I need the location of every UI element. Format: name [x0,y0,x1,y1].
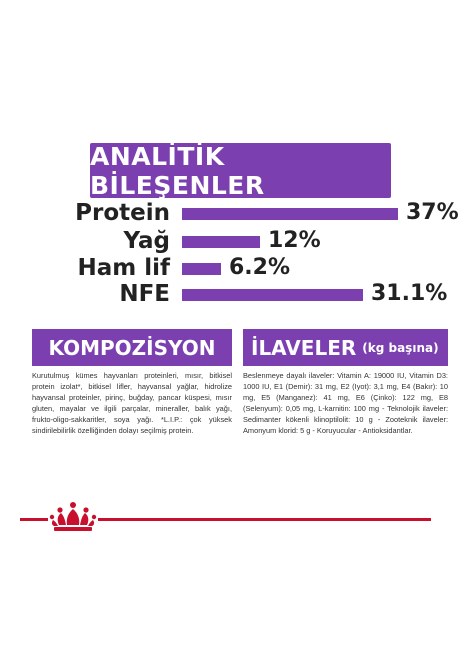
analytics-row-nfe [0,280,476,308]
row-label: NFE [119,281,170,307]
analytics-row-fat [0,227,476,255]
row-bar [182,208,398,220]
brand-line-right [98,518,431,521]
analytics-title: ANALİTİK BİLEŞENLER [90,141,265,200]
row-bar [182,236,260,248]
row-bar [182,263,221,275]
row-label: Protein [75,200,170,226]
row-bar [182,289,363,301]
additives-text: Beslenmeye dayalı ilaveler: Vitamin A: 19000 IU, Vitamin D3: 1000 IU, E1 (Demir): 31 mg, E2 (Iyot): 3,1 mg, E4 (Bakır): 10 mg, E5 (Manganez): 41 mg, E6 (Çinko): 122 mg, E8 (Selenyum): 0,05 mg, L-karnitin: 100 mg - Teknolojik ilaveler: Sedimanter kökenli klinoptilolit: 10 g - Zooteknik ilaveler: Amonyum klorid: 5 g - Koruyucular - Antioksidantlar. [243,371,448,436]
row-value: 37% [406,200,459,225]
row-value: 6.2% [229,255,291,280]
brand-line-left [20,518,48,521]
row-label: Ham lif [77,255,170,281]
crown-logo-icon [48,499,98,535]
analytics-row-protein [0,199,476,227]
composition-text: Kurutulmuş kümes hayvanları proteinleri, mısır, bitkisel protein izolat*, bitkisel lifler, hayvansal yağlar, hidrolize hayvansal proteinler, pirinç, buğday, pancar küspesi, mısır gluten, mayalar ve ilgili parçalar, mineraller, balık yağı, frukto-oligo-sakkaritler, soya yağı. *L.I.P.: çok yüksek sindirilebilirlik özelliğinden dolayı seçilmiş protein. [32,371,232,436]
row-value: 12% [268,228,321,253]
row-label: Yağ [123,228,170,254]
analytics-row-fiber [0,254,476,282]
additives-header [243,329,448,366]
row-value: 31.1% [371,281,448,306]
additives-subtitle: (kg başına) [362,340,439,355]
composition-header [32,329,232,366]
additives-title: İLAVELER [251,335,357,360]
composition-title: KOMPOZİSYON [48,335,216,360]
analytics-header [90,143,391,198]
